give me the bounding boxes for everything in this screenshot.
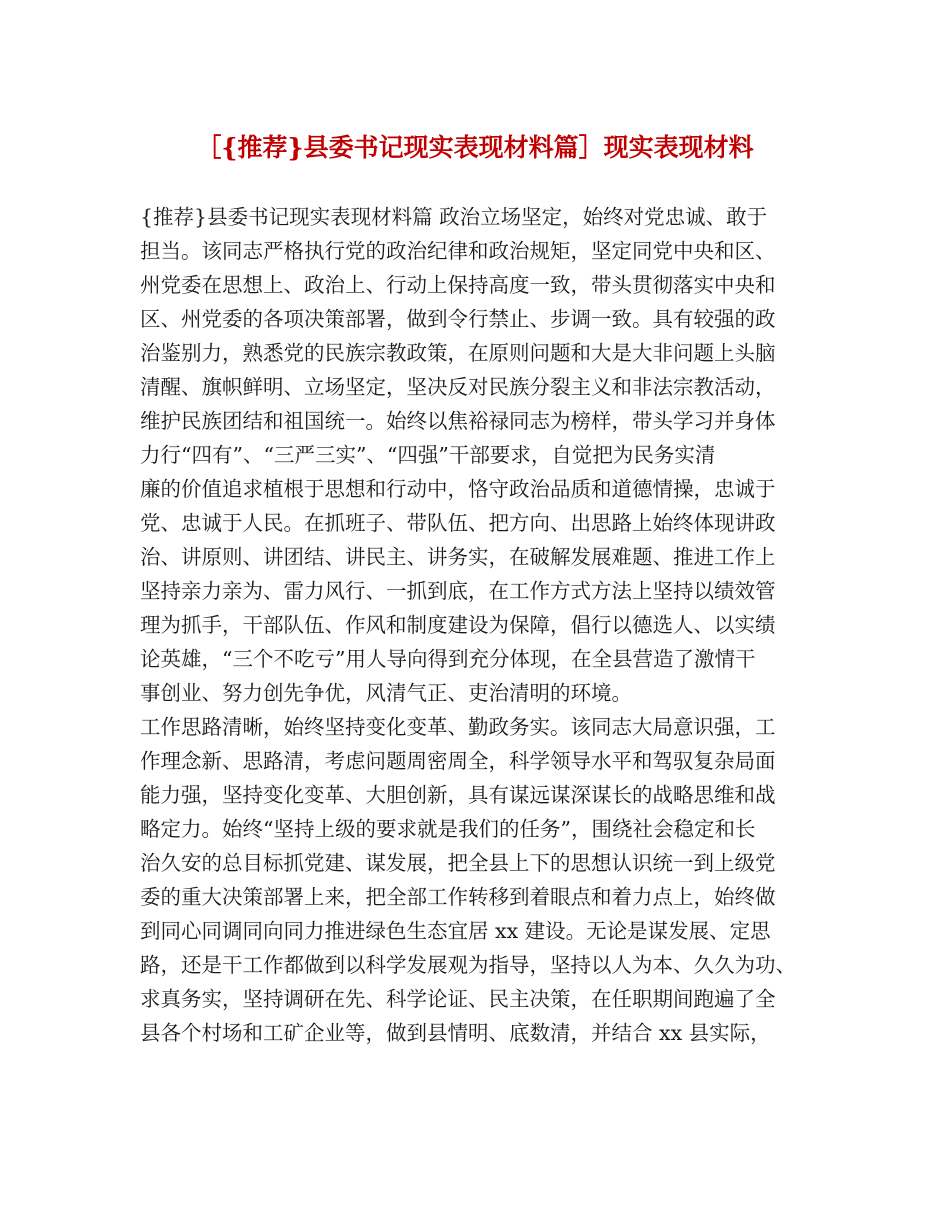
text-line: 清醒、旗帜鲜明、立场坚定，坚决反对民族分裂主义和非法宗教活动， [140, 375, 776, 399]
text-line: 到同心同调同向同力推进绿色生态宜居 xx 建设。无论是谋发展、定思 [140, 919, 771, 943]
text-line: 路，还是干工作都做到以科学发展观为指导，坚持以人为本、久久为功、 [140, 953, 796, 977]
text-line: 略定力。始终“坚持上级的要求就是我们的任务”，围绕社会稳定和长 [140, 817, 756, 841]
text-line: 力行“四有”、“三严三实”、“四强”干部要求，自觉把为民务实清 [140, 443, 716, 467]
text-line: 党、忠诚于人民。在抓班子、带队伍、把方向、出思路上始终体现讲政 [140, 511, 776, 535]
text-line: 州党委在思想上、政治上、行动上保持高度一致，带头贯彻落实中央和 [140, 273, 776, 297]
text-line: 县各个村场和工矿企业等，做到县情明、底数清，并结合 xx 县实际， [140, 1021, 771, 1045]
text-line: 作理念新、思路清，考虑问题周密周全，科学领导水平和驾驭复杂局面 [140, 749, 776, 773]
text-line: 事创业、努力创先争优，风清气正、吏治清明的环境。 [140, 681, 632, 705]
document-body [140, 200, 830, 1050]
text-line: 论英雄，“三个不吃亏”用人导向得到充分体现，在全县营造了激情干 [140, 647, 756, 671]
text-line: 廉的价值追求植根于思想和行动中，恪守政治品质和道德情操，忠诚于 [140, 477, 776, 501]
text-line: 治久安的总目标抓党建、谋发展，把全县上下的思想认识统一到上级党 [140, 851, 776, 875]
text-line: 能力强，坚持变化变革、大胆创新，具有谋远谋深谋长的战略思维和战 [140, 783, 776, 807]
text-line: 担当。该同志严格执行党的政治纪律和政治规矩，坚定同党中央和区、 [140, 239, 776, 263]
text-line: 维护民族团结和祖国统一。始终以焦裕禄同志为榜样，带头学习并身体 [140, 409, 776, 433]
text-line: 工作思路清晰，始终坚持变化变革、勤政务实。该同志大局意识强，工 [140, 715, 776, 739]
text-line: 坚持亲力亲为、雷力风行、一抓到底，在工作方式方法上坚持以绩效管 [140, 579, 776, 603]
text-line: 区、州党委的各项决策部署，做到令行禁止、步调一致。具有较强的政 [140, 307, 776, 331]
text-line: 治、讲原则、讲团结、讲民主、讲务实，在破解发展难题、推进工作上 [140, 545, 776, 569]
text-line: 委的重大决策部署上来，把全部工作转移到着眼点和着力点上，始终做 [140, 885, 776, 909]
text-line: {推荐}县委书记现实表现材料篇 政治立场坚定，始终对党忠诚、敢于 [140, 205, 768, 229]
text-line: 治鉴别力，熟悉党的民族宗教政策，在原则问题和大是大非问题上头脑 [140, 341, 776, 365]
text-line: 求真务实，坚持调研在先、科学论证、民主决策，在任职期间跑遍了全 [140, 987, 776, 1011]
text-line: 理为抓手，干部队伍、作风和制度建设为保障，倡行以德选人、以实绩 [140, 613, 776, 637]
document-title: ［{推荐}县委书记现实表现材料篇］现实表现材料 [196, 133, 754, 162]
